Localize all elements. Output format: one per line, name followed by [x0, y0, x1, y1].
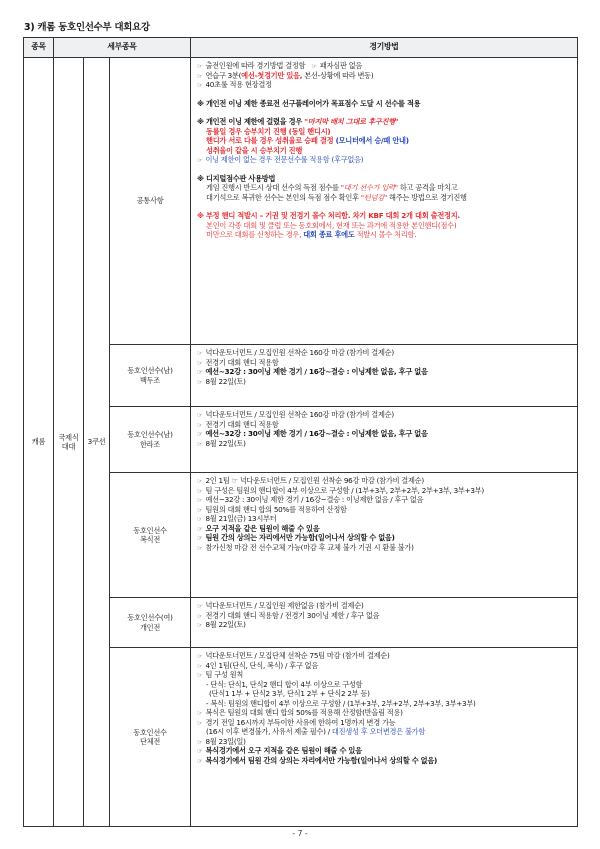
rule-text: 본선-상황에 따라 변동) — [302, 70, 374, 80]
rule-text: 팀원 간의 상의는 자리에서만 가능함(일어나서 상의할 수 없음) — [205, 533, 395, 542]
rule-text: 예선~32강 : 30이닝 제한 경기 / 16강~결승 : 이닝제한 없음 / 후구 없음 — [205, 495, 424, 504]
rule-text: 넉다운토너먼트 / 모집인원 선착순 160강 마감 (참가비 결제순) — [205, 348, 394, 357]
rule-text: 복식경기에서 팀원 간의 상의는 자리에서만 가능함(일어나서 상의할 수 없음) — [205, 755, 438, 765]
rule-text: 8월 22일(토) — [205, 438, 246, 448]
rule-text: 적발시 몰수 처리함. — [354, 230, 417, 239]
rule-text: 성취율이 같을 시 승부치기 진행 — [206, 145, 303, 155]
category-doubles — [110, 473, 191, 598]
rule-text: 해주는 방법으로 경기진행 — [387, 192, 467, 202]
arrow-icon: ☞ — [197, 602, 203, 610]
rule-text: ※ 디지털점수판 사용방법 — [197, 173, 276, 183]
rule-text: 참가신청 마감 전 선수교체 가능(마감 후 교체 불가 기권 시 환불 불가) — [205, 542, 414, 552]
arrow-icon: ☞ — [197, 534, 203, 542]
cushion-cell: 3쿠션 — [84, 58, 110, 827]
rule-text: "대기 선수가 입력" — [340, 183, 398, 192]
arrow-icon: ☞ — [197, 611, 203, 620]
rule-text: 8월 22일(토) — [205, 620, 246, 629]
category-label: 동호인선수(남) — [127, 430, 173, 439]
women-rules — [191, 598, 578, 648]
competition-table — [23, 37, 578, 827]
rule-text: 팀원의 대회 핸디 합의 50%를 적용하여 산정함 — [205, 504, 347, 514]
category-label: 백두조 — [139, 375, 161, 385]
category-men-halla — [110, 407, 191, 473]
rule-text: 팀 구성은 팀원의 핸디합이 4부 이상으로 구성함 / (1부+3부, 2부+2부, 2부+3부, 3부+3부) — [205, 485, 484, 495]
arrow-icon: ☞ — [197, 747, 203, 755]
rule-text: 넉다운토너먼트 / 모집단체 선착순 75팀 마감 (참가비 결제순) — [205, 651, 390, 660]
arrow-icon: ☞ — [197, 358, 203, 367]
rule-text: - 복식: 팀원의 핸디합이 4부 이상으로 구성함 / (1부+3부, 2부+2부, 2부+3부, 3부+3부) — [206, 698, 476, 708]
arrow-icon: ☞ — [197, 430, 203, 438]
category-label: 단체전 — [139, 737, 161, 746]
rule-text: (모니터에서 승/패 안내) — [335, 136, 409, 145]
category-label: 개인전 — [139, 622, 161, 632]
category-label: 동호인선수(남) — [127, 366, 173, 375]
arrow-icon: ☞ — [197, 718, 203, 727]
arrow-icon: ☞ — [197, 505, 203, 514]
header-method: 경기방법 — [191, 38, 578, 58]
rule-text: 대진생성 후 오더변경은 불가함 — [331, 727, 426, 736]
category-label: 복식전 — [139, 535, 161, 544]
division-cell: 국제식 대대 — [54, 58, 84, 827]
rule-text: 출전인원에 따라 경기방법 결정함 — [205, 61, 306, 70]
rule-text: 전경기 대회 핸디 적용함 — [205, 357, 279, 367]
arrow-icon: ☞ — [197, 524, 203, 533]
sport-cell: 캐롬 — [24, 58, 54, 827]
rule-text: 예선~32강 : 30이닝 제한 경기 / 16강~결승 : 이닝제한 없음, 후구 없음 — [205, 367, 428, 376]
rule-text: "턴넘김" — [360, 192, 388, 202]
team-rules — [191, 648, 578, 827]
rule-text: 핸디가 서로 다를 경우 성취율로 승패 결정 — [206, 136, 336, 145]
table-row — [24, 58, 578, 345]
arrow-icon: ☞ — [197, 156, 203, 164]
arrow-icon: ☞ — [197, 377, 203, 386]
page-title: 3) 캐롬 동호인선수부 대회요강 — [24, 22, 150, 33]
rule-text: 예선-첫경기만 있음, — [241, 70, 303, 80]
rule-text: (단식1 1부 + 단식2 3부, 단식1 2부 + 단식2 2부 등) — [209, 689, 370, 698]
rule-text: 전경기 대회 핸디 적용함 — [205, 419, 279, 429]
arrow-icon: ☞ — [197, 621, 203, 629]
doubles-rules — [191, 473, 578, 598]
rule-text: 이닝 제한이 없는 경우 전문선수룰 적용함 (후구없음) — [205, 155, 364, 164]
rule-text: 넉다운토너먼트 / 모집인원 선착순 160강 마감 (참가비 결제순) — [205, 410, 394, 419]
arrow-icon: ☞ — [197, 671, 203, 679]
arrow-icon: ☞ — [197, 411, 203, 419]
rule-text: 본인이 각종 대회 및 클럽 또는 동호회에서, 현재 또는 과거에 적용한 본인핸디(점수) — [206, 220, 457, 230]
category-men-backdu — [110, 345, 191, 407]
arrow-icon: ☞ — [197, 71, 203, 80]
rule-text: 8월 21일(금) 13시부터 — [205, 514, 277, 523]
arrow-icon: ☞ — [197, 420, 203, 429]
header-subcategory: 세부종목 — [54, 38, 191, 58]
rule-text: 패자심판 없음 — [319, 61, 363, 70]
arrow-icon: ☞ — [197, 543, 203, 552]
category-label: 동호인선수 — [133, 525, 167, 535]
common-rules — [191, 58, 578, 345]
rule-text: 복식경기에서 오구 지적을 같은 팀원이 해줄 수 있음 — [205, 746, 362, 755]
rule-text: 대회 종료 후에도 — [303, 230, 355, 239]
category-women — [110, 598, 191, 648]
header-sport: 종목 — [24, 38, 54, 58]
arrow-icon: ☞ — [197, 515, 203, 523]
arrow-icon: ☞ — [197, 62, 203, 70]
arrow-icon: ☞ — [197, 756, 203, 765]
arrow-icon: ☞ — [197, 486, 203, 495]
rule-text: 전경기 대회 핸디 적용함 / 전경기 30이닝 제한 / 후구 없음 — [205, 610, 380, 620]
rule-text: 미만으로 대회를 신청하는 경우, — [206, 230, 304, 239]
category-team — [110, 648, 191, 827]
category-label: 한라조 — [139, 439, 161, 449]
rule-text: 연습구 3분( — [205, 70, 242, 80]
arrow-icon: ☞ — [197, 652, 203, 660]
rule-text: (16시 이후 변경불가, 사유서 제출 필수) / — [206, 727, 332, 736]
arrow-icon: ☞ — [197, 709, 203, 717]
rule-text: 8월 23일(일) — [205, 736, 246, 746]
rule-text: "마지막 배치 그대로 후구진행" — [304, 117, 399, 126]
rule-text: - 단식: 단식1, 단식2 핸디 합이 4부 이상으로 구성함 — [206, 679, 363, 689]
rule-text: 4인 1팀(단식, 단식, 복식) / 후구 없음 — [205, 660, 319, 670]
rule-text: 대기석으로 복귀한 선수는 본인의 득점 점수 확인후 — [206, 192, 361, 202]
rule-text: 동률일 경우 승부치기 진행 (동일 핸디시) — [206, 126, 331, 136]
rule-text: 2인 1팀 ☞ 넉다운토너먼트 / 모집인원 선착순 96강 마감 (참가비 결제순) — [205, 476, 424, 485]
arrow-icon: ☞ — [197, 81, 203, 89]
header-row — [24, 38, 578, 58]
rule-text: 팀 구성 원칙 — [205, 670, 244, 679]
rule-text: 하고 공격을 마치고 — [397, 183, 458, 192]
page-number: - 7 - — [292, 829, 308, 838]
rule-text: 넉다운토너먼트 / 모집인원 제한없음 (참가비 결제순) — [205, 601, 364, 610]
rule-text: 게임 진행시 반드시 상대 선수의 득점 점수를 — [206, 183, 341, 192]
arrow-icon: ☞ — [197, 368, 203, 376]
rule-text: ※ 개인전 이닝 제한에 걸렸을 경우 — [197, 117, 305, 126]
men-halla-rules — [191, 407, 578, 473]
arrow-icon: ☞ — [197, 661, 203, 670]
rule-text: ※ 개인전 이닝 제한 종료전 선구플레이어가 목표점수 도달 시 선수를 적용 — [197, 98, 421, 108]
men-backdu-rules — [191, 345, 578, 407]
category-label: 동호인선수 — [133, 727, 167, 737]
arrow-icon: ☞ — [197, 439, 203, 448]
category-common: 공통사항 — [110, 58, 191, 345]
rule-text: 복식은 팀원의 대회 핸디 합의 50%를 적용해 산정함(반올림 적용) — [205, 708, 403, 717]
arrow-icon: ☞ — [197, 737, 203, 746]
arrow-icon: ☞ — [197, 496, 203, 504]
rule-text: 오구 지적을 같은 팀원이 해줄 수 있음 — [205, 523, 320, 533]
category-label: 동호인선수(여) — [127, 613, 173, 622]
rule-text: 8월 22일(토) — [205, 376, 246, 386]
rule-text: 40초룰 적용 현장결정 — [205, 80, 272, 89]
arrow-icon: ☞ — [197, 349, 203, 357]
arrow-icon: ☞ — [311, 62, 317, 70]
rule-text: ※ 부정 핸디 적발시 – 기권 및 전경기 몰수 처리함. 차기 KBF 대회 2개 대회 출전정지. — [197, 211, 460, 220]
arrow-icon: ☞ — [197, 477, 203, 485]
rule-text: 경기 전일 16시까지 부득이한 사유에 한하여 1명까지 변경 가능 — [205, 717, 396, 727]
rule-text: 예선~32강 : 30이닝 제한 경기 / 16강~결승 : 이닝제한 없음, 후구 없음 — [205, 429, 428, 438]
